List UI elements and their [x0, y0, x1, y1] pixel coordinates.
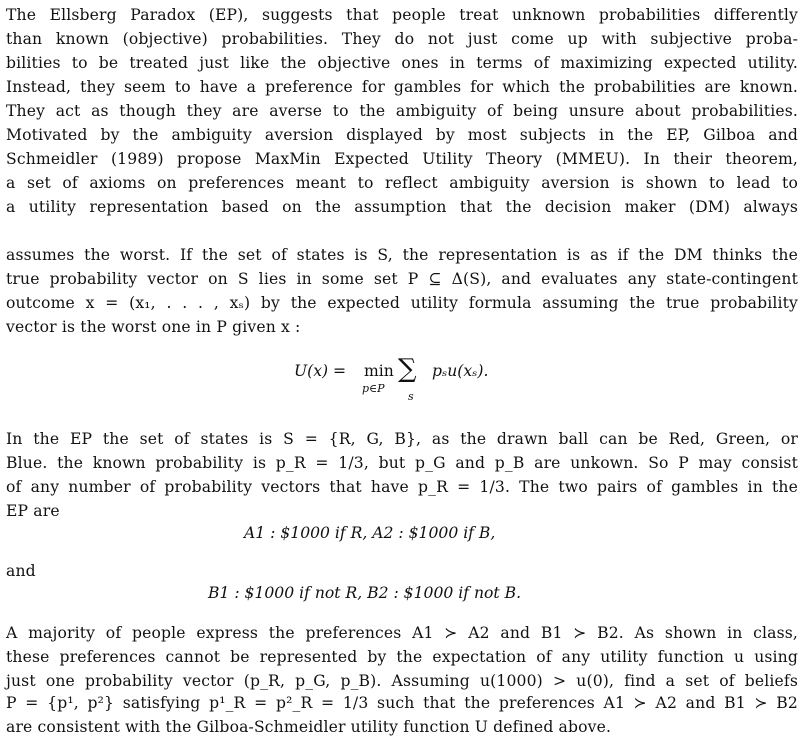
- sum-symbol: ∑: [398, 354, 417, 384]
- text-line: EP are: [6, 502, 60, 520]
- text-line: outcome x = (x₁, . . . , xₛ) by the expected utility formula assuming the true probability: [6, 294, 798, 312]
- text-line: assumes the worst. If the set of states is S, the representation is as if the DM thinks the: [6, 246, 798, 264]
- text-line: A majority of people express the preferences A1 ≻ A2 and B1 ≻ B2. As shown in class,: [6, 624, 798, 642]
- gambles-a: A1 : $1000 if R, A2 : $1000 if B,: [244, 524, 496, 542]
- text-line: Instead, they seem to have a preference for gambles for which the probabilities are known.: [6, 78, 798, 96]
- formula-rhs: pₛu(xₛ).: [432, 362, 489, 380]
- text-line: vector is the worst one in P given x :: [6, 318, 301, 336]
- text-line: true probability vector on S lies in some set P ⊆ Δ(S), and evaluates any state-contingent: [6, 270, 798, 288]
- text-line: a utility representation based on the assumption that the decision maker (DM) always: [6, 198, 798, 216]
- text-line: P = {p¹, p²} satisfying p¹_R = p²_R = 1/3 such that the preferences A1 ≻ A2 and B1 ≻ B2: [6, 694, 798, 712]
- text-line: The Ellsberg Paradox (EP), suggests that people treat unknown probabilities differently: [6, 6, 798, 24]
- utility-formula: [294, 356, 534, 406]
- text-line: are consistent with the Gilboa-Schmeidler utility function U defined above.: [6, 718, 612, 736]
- text-line: bilities to be treated just like the objective ones in terms of maximizing expected utility.: [6, 54, 798, 72]
- formula-min: min: [364, 362, 394, 380]
- text-line: just one probability vector (p_R, p_G, p_B). Assuming u(1000) > u(0), find a set of beliefs: [6, 672, 798, 690]
- text-line: They act as though they are averse to the ambiguity of being unsure about probabilities.: [6, 102, 798, 120]
- text-line: Motivated by the ambiguity aversion displayed by most subjects in the EP, Gilboa and: [6, 126, 798, 144]
- text-line: than known (objective) probabilities. They do not just come up with subjective proba-: [6, 30, 798, 48]
- text-line: these preferences cannot be represented by the expectation of any utility function u using: [6, 648, 798, 666]
- formula-min-subscript: p∈P: [362, 382, 385, 395]
- text-line: of any number of probability vectors that have p_R = 1/3. The two pairs of gambles in the: [6, 478, 798, 496]
- gambles-b: B1 : $1000 if not R, B2 : $1000 if not B.: [208, 584, 522, 602]
- text-line: In the EP the set of states is S = {R, G, B}, as the drawn ball can be Red, Green, or: [6, 430, 798, 448]
- text-line: Blue. the known probability is p_R = 1/3, but p_G and p_B are unkown. So P may consist: [6, 454, 798, 472]
- and-text: and: [6, 562, 36, 580]
- text-line: a set of axioms on preferences meant to reflect ambiguity aversion is shown to lead to: [6, 174, 798, 192]
- formula-lhs: U(x) =: [294, 362, 347, 380]
- sum-subscript: s: [408, 390, 414, 403]
- text-line: Schmeidler (1989) propose MaxMin Expected Utility Theory (MMEU). In their theorem,: [6, 150, 798, 168]
